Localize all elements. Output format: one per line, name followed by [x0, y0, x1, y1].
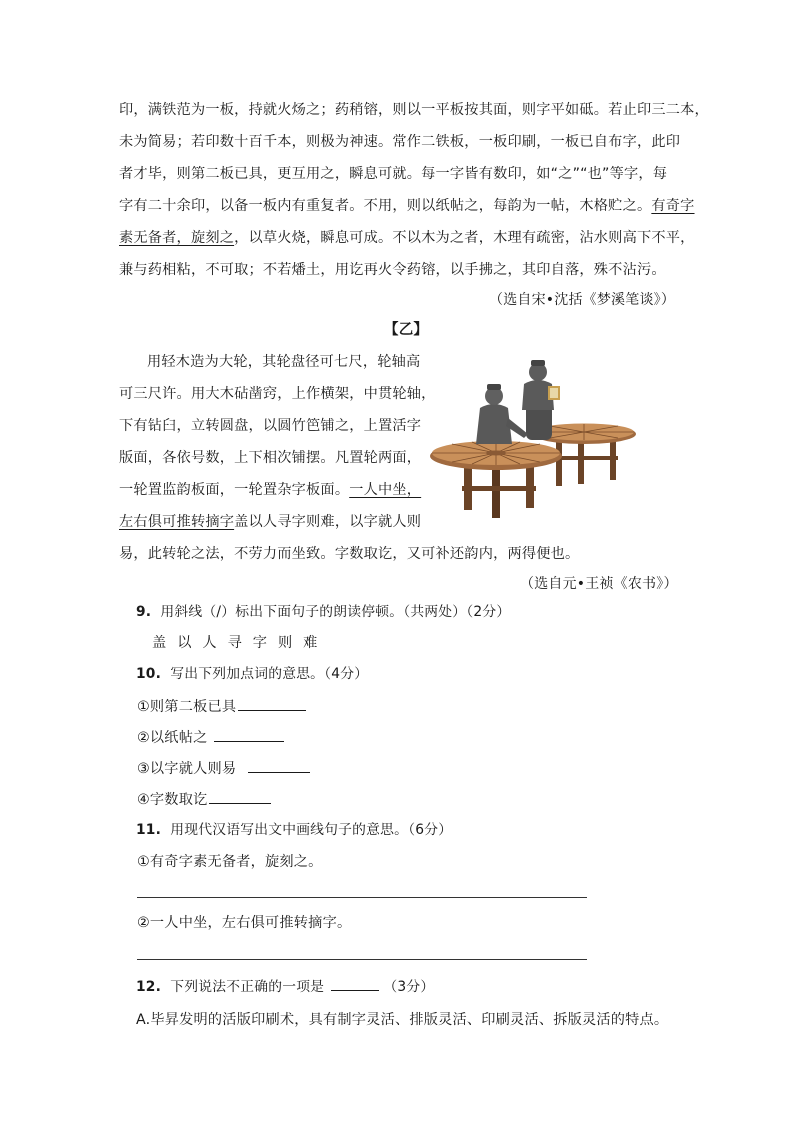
- question-10-text: 写出下列加点词的意思。（4分）: [170, 666, 369, 682]
- jia-line-5: [119, 228, 695, 248]
- question-10-item-2: [137, 727, 284, 748]
- answer-line-11-1[interactable]: [137, 897, 587, 898]
- answer-blank-12[interactable]: [331, 976, 379, 991]
- question-10-number: 10.: [136, 666, 162, 682]
- question-12: [136, 976, 434, 997]
- yi-line-5-text: 一轮置监韵板面，一轮置杂字板面。: [119, 482, 350, 498]
- yi-line-3: 下有钻臼，立转圆盘，以圆竹笆铺之，上置活字: [119, 418, 422, 434]
- front-wheel-table: [430, 441, 562, 518]
- jia-line-1: 印，满铁范为一板，持就火炀之；药稍镕，则以一平板按其面，则字平如砥。若止印三二本，: [119, 102, 709, 118]
- yi-line-1: 用轻木造为大轮，其轮盘径可七尺，轮轴高: [147, 354, 421, 370]
- question-10-item-1-text: ①则第二板已具: [137, 699, 237, 715]
- question-10: [136, 664, 368, 684]
- jia-line-6: 兼与药相粘，不可取；不若燔土，用讫再火令药镕，以手拂之，其印自落，殊不沾污。: [119, 262, 666, 278]
- yi-line-6-text: 盖以人寻字则难，以字就人则: [234, 514, 422, 530]
- jia-line-5-text: ，以草火烧，瞬息可成。不以木为之者，木理有疏密，沾水则高下不平，: [234, 230, 695, 246]
- question-9-text: 用斜线（/）标出下面句子的朗读停顿。（共两处）（2分）: [160, 604, 511, 620]
- jia-source: （选自宋•沈括《梦溪笔谈》）: [489, 292, 676, 308]
- rotating-type-wheel-illustration: [428, 352, 640, 522]
- yi-line-2: 可三尺许。用大木砧凿窍，上作横架，中贯轮轴，: [119, 386, 436, 402]
- question-12-option-a[interactable]: A.毕昇发明的活版印刷术，具有制字灵活、排版灵活、印刷灵活、拆版灵活的特点。: [136, 1012, 669, 1028]
- question-12-text: 下列说法不正确的一项是: [170, 979, 325, 995]
- answer-blank-10-3[interactable]: [248, 758, 310, 773]
- question-10-item-3-text: ③以字就人则易: [137, 761, 237, 777]
- question-11-item-2: ②一人中坐，左右俱可推转摘字。: [137, 915, 352, 931]
- question-11-text: 用现代汉语写出文中画线句子的意思。（6分）: [170, 822, 453, 838]
- underlined-sentence-2b: 左右俱可推转摘字: [119, 514, 235, 530]
- question-12-score: （3分）: [383, 979, 435, 995]
- question-10-item-4: [137, 789, 271, 810]
- yi-heading: 【乙】: [384, 322, 429, 338]
- question-10-item-3: [137, 758, 310, 779]
- jia-line-3: 者才毕，则第二板已具，更互用之，瞬息可就。每一字皆有数印，如“之”“也”等字，每: [119, 166, 668, 182]
- question-11-item-1: ①有奇字素无备者，旋刻之。: [137, 854, 323, 870]
- question-11-number: 11.: [136, 822, 162, 838]
- seated-figure: [476, 384, 528, 444]
- jia-line-4-text: 字有二十余印，以备一板内有重复者。不用，则以纸帖之，每韵为一帖，木格贮之。: [119, 198, 652, 214]
- question-10-item-4-text: ④字数取讫: [137, 792, 208, 808]
- yi-line-4: 版面，各依号数，上下相次铺摆。凡置轮两面，: [119, 450, 422, 466]
- question-9: [136, 602, 510, 622]
- answer-blank-10-1[interactable]: [238, 696, 306, 711]
- question-12-number: 12.: [136, 979, 162, 995]
- underlined-sentence-1a: 有奇字: [651, 198, 695, 214]
- yi-line-6: [119, 512, 421, 532]
- underlined-sentence-1b: 素无备者，旋刻之: [119, 230, 235, 246]
- yi-line-5: [119, 480, 421, 500]
- underlined-sentence-2a: 一人中坐，: [349, 482, 422, 498]
- question-11: [136, 820, 452, 840]
- question-10-item-1: [137, 696, 306, 717]
- question-9-number: 9.: [136, 604, 152, 620]
- jia-line-2: 未为简易；若印数十百千本，则极为神速。常作二铁板，一板印刷，一板已自布字，此印: [119, 134, 681, 150]
- jia-line-4: [119, 196, 695, 216]
- yi-line-7: 易，此转轮之法，不劳力而坐致。字数取讫，又可补还韵内，两得便也。: [119, 546, 580, 562]
- answer-line-11-2[interactable]: [137, 959, 587, 960]
- question-9-sentence[interactable]: 盖以人寻字则难: [152, 635, 329, 651]
- answer-blank-10-2[interactable]: [214, 727, 284, 742]
- question-10-item-2-text: ②以纸帖之: [137, 730, 208, 746]
- answer-blank-10-4[interactable]: [209, 789, 271, 804]
- yi-source: （选自元•王祯《农书》）: [520, 576, 678, 592]
